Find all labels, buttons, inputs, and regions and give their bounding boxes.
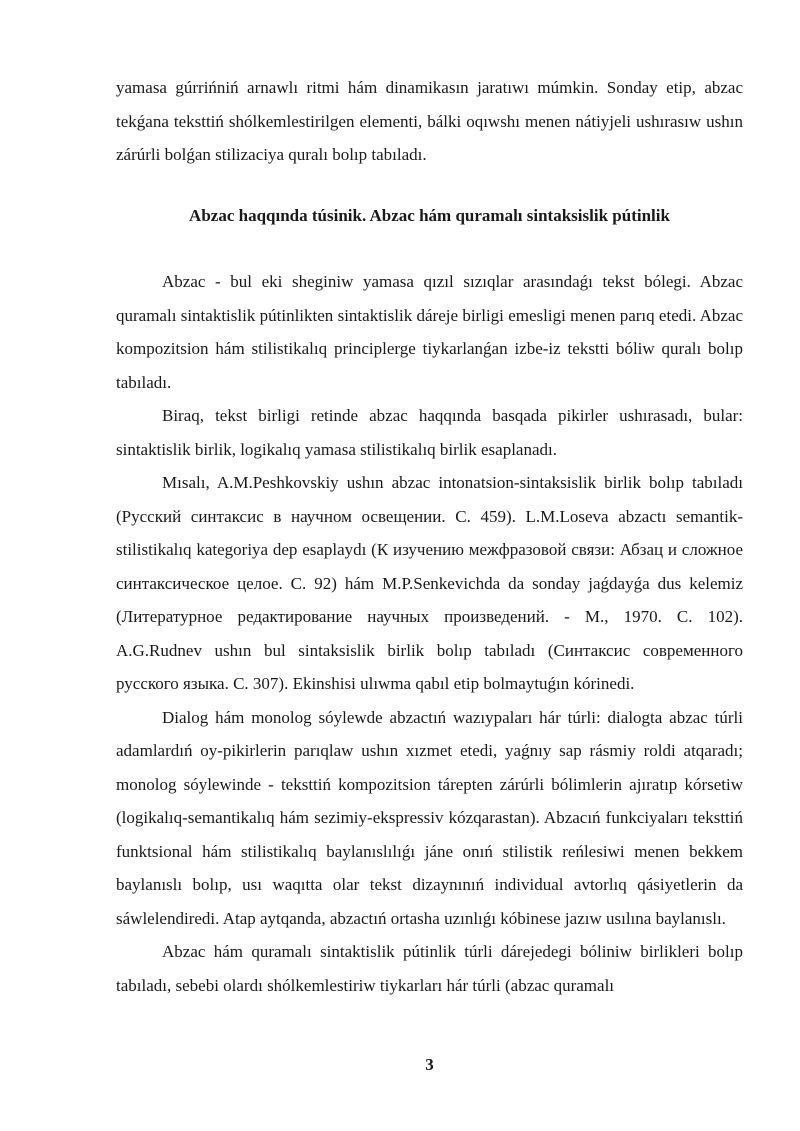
paragraph-examples: Mısalı, A.M.Peshkovskiy ushın abzac intonatsion-sintaksislik birlik bolıp tabıladı (Русский синтаксис в научном освещении. С. 459). L.M.Loseva abzactı semantik-stilistikalıq kategoriya dep esaplaydı (К изучению межфразовой связи: Абзац и сложное синтаксическое целое. С. 92) hám M.P.Senkevichda da sonday jaǵdayǵa dus kelemiz (Литературное редактирование научных произведений. - М., 1970. С. 102). A.G.Rudnev ushın bul sintaksislik birlik bolıp tabıladı (Синтаксис современного русского языка. С. 307). Ekinshisi ulıwma qabıl etip bolmaytuǵın kórinedi. (116, 473, 743, 693)
paragraph-dialog-monolog: Dialog hám monolog sóylewde abzactıń wazıypaları hár túrli: dialogta abzac túrli adamlardıń oy-pikirlerin parıqlaw ushın xızmet etedi, yaǵnıy sap rásmiy roldi atqaradı; monolog sóylewinde - teksttiń kompozitsion tárepten zárúrli bólimlerin ajıratıp kórsetiw (logikalıq-semantikalıq hám sezimiy-ekspressiv kózqarastan). Abzacıń funkciyaları teksttiń funktsional hám stilistikalıq baylanıslılıǵı jáne onıń stilistik reńlesiwi menen bekkem baylanıslı bolıp, usı waqıtta olar tekst dizaynınıń individual avtorlıq qásiyetlerin da sáwlelendiredi. Atap aytqanda, abzactıń ortasha uzınlıǵı kóbinese jazıw usılına baylanıslı. (116, 707, 743, 928)
body-text (116, 265, 743, 1002)
paragraph-abzac-definition: Abzac - bul eki sheginiw yamasa qızıl sızıqlar arasındaǵı tekst bólegi. Abzac quramalı sintaktislik pútinlikten sintaktislik dáreje birligi emesligi menen parıq etedi. Abzac kompozitsion hám stilistikalıq principlerge tiykarlanǵan izbe-iz tekstti bóliw quralı bolıp tabıladı. (116, 272, 743, 392)
page-number: 3 (425, 1055, 434, 1074)
paragraph-other-views: Biraq, tekst birligi retinde abzac haqqında basqada pikirler ushırasadı, bular: sintaktislik birlik, logikalıq yamasa stilistikalıq birlik esaplanadı. (116, 406, 743, 459)
paragraph-division-units: Abzac hám quramalı sintaktislik pútinlik túrli dárejedegi bóliniw birlikleri bolıp tabıladı, sebebi olardı shólkemlestiriw tiykarları hár túrli (abzac quramalı (116, 942, 743, 995)
intro-paragraph: yamasa gúrrińniń arnawlı ritmi hám dinamikasın jaratıwı múmkin. Sonday etip, abzac tekǵana teksttiń shólkemlestirilgen elementi, bálki oqıwshı menen nátiyjeli ushırasıw ushın zárúrli bolǵan stilizaciya quralı bolıp tabıladı. (116, 78, 743, 164)
section-heading: Abzac haqqında túsinik. Abzac hám quramalı sintaksislik pútinlik (189, 206, 670, 225)
